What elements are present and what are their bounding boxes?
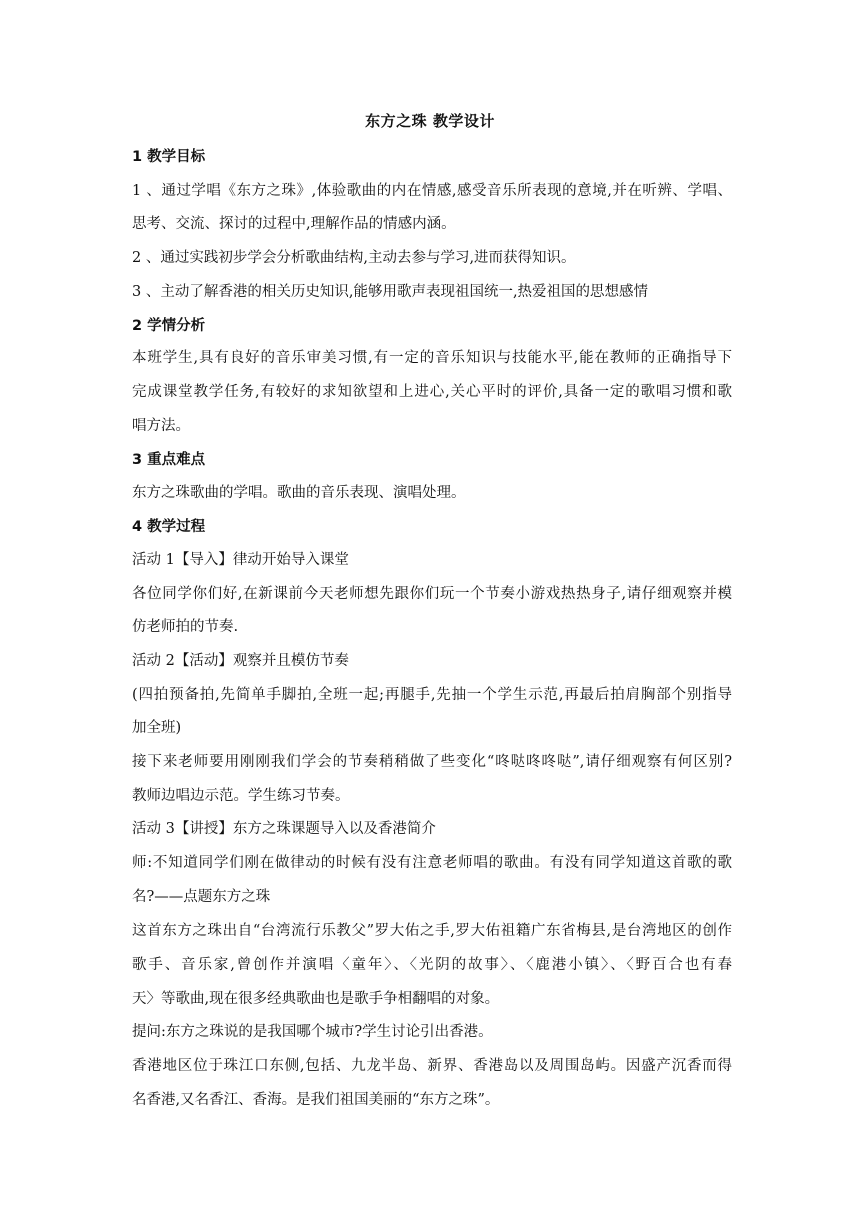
activity-3-title: 活动 3【讲授】东方之珠课题导入以及香港简介 <box>132 821 436 837</box>
activity-3-line-3: 这首东方之珠出自“台湾流行乐教父”罗大佑之手,罗大佑祖籍广东省梅县,是台湾地区的创作 <box>132 923 732 939</box>
activity-3-line-5: 天〉等歌曲,现在很多经典歌曲也是歌手争相翻唱的对象。 <box>132 991 500 1007</box>
goal-1-line-2: 思考、交流、探讨的过程中,理解作品的情感内涵。 <box>132 216 456 232</box>
activity-3-line-7: 香港地区位于珠江口东侧,包括、九龙半岛、新界、香港岛以及周围岛屿。因盛产沉香而得 <box>132 1058 732 1074</box>
heading-student-analysis: 2 学情分析 <box>132 318 206 334</box>
heading-teaching-goals: 1 教学目标 <box>132 149 206 165</box>
activity-2-line-1: (四拍预备拍,先简单手脚拍,全班一起;再腿手,先抽一个学生示范,再最后拍肩胸部个别指导 <box>132 687 732 703</box>
goal-2: 2 、通过实践初步学会分析歌曲结构,主动去参与学习,进而获得知识。 <box>132 250 576 266</box>
heading-teaching-process: 4 教学过程 <box>132 519 206 535</box>
activity-2-line-4: 教师边唱边示范。学生练习节奏。 <box>132 788 350 804</box>
activity-1-title: 活动 1【导入】律动开始导入课堂 <box>132 552 349 568</box>
analysis-line-3: 唱方法。 <box>132 418 190 434</box>
document-title: 东方之珠 教学设计 <box>365 112 495 130</box>
activity-2-title: 活动 2【活动】观察并且模仿节奏 <box>132 653 349 669</box>
goal-1-line-1: 1 、通过学唱《东方之珠》,体验歌曲的内在情感,感受音乐所表现的意境,并在听辨、学唱、 <box>132 183 732 199</box>
analysis-line-2: 完成课堂教学任务,有较好的求知欲望和上进心,关心平时的评价,具备一定的歌唱习惯和歌 <box>132 384 732 400</box>
analysis-line-1: 本班学生,具有良好的音乐审美习惯,有一定的音乐知识与技能水平,能在教师的正确指导下 <box>132 350 732 366</box>
activity-1-line-2: 仿老师拍的节奏. <box>132 619 239 635</box>
activity-3-line-6: 提问:东方之珠说的是我国哪个城市?学生讨论引出香港。 <box>132 1024 493 1040</box>
activity-2-line-2: 加全班) <box>132 720 182 736</box>
key-points-text: 东方之珠歌曲的学唱。歌曲的音乐表现、演唱处理。 <box>132 485 466 501</box>
activity-1-line-1: 各位同学你们好,在新课前今天老师想先跟你们玩一个节奏小游戏热热身子,请仔细观察并模 <box>132 586 732 602</box>
activity-3-line-2: 名?——点题东方之珠 <box>132 889 271 905</box>
activity-3-line-4: 歌手、音乐家,曾创作并演唱〈童年〉、〈光阴的故事〉、〈鹿港小镇〉、〈野百合也有春 <box>132 957 732 973</box>
activity-3-line-8: 名香港,又名香江、香海。是我们祖国美丽的“东方之珠”。 <box>132 1092 500 1108</box>
goal-3: 3 、主动了解香港的相关历史知识,能够用歌声表现祖国统一,热爱祖国的思想感情 <box>132 284 649 300</box>
activity-3-line-1: 师:不知道同学们刚在做律动的时候有没有注意老师唱的歌曲。有没有同学知道这首歌的歌 <box>132 855 732 871</box>
activity-2-line-3: 接下来老师要用刚刚我们学会的节奏稍稍做了些变化“咚哒咚咚哒”,请仔细观察有何区别? <box>132 754 732 770</box>
heading-key-points: 3 重点难点 <box>132 452 206 468</box>
